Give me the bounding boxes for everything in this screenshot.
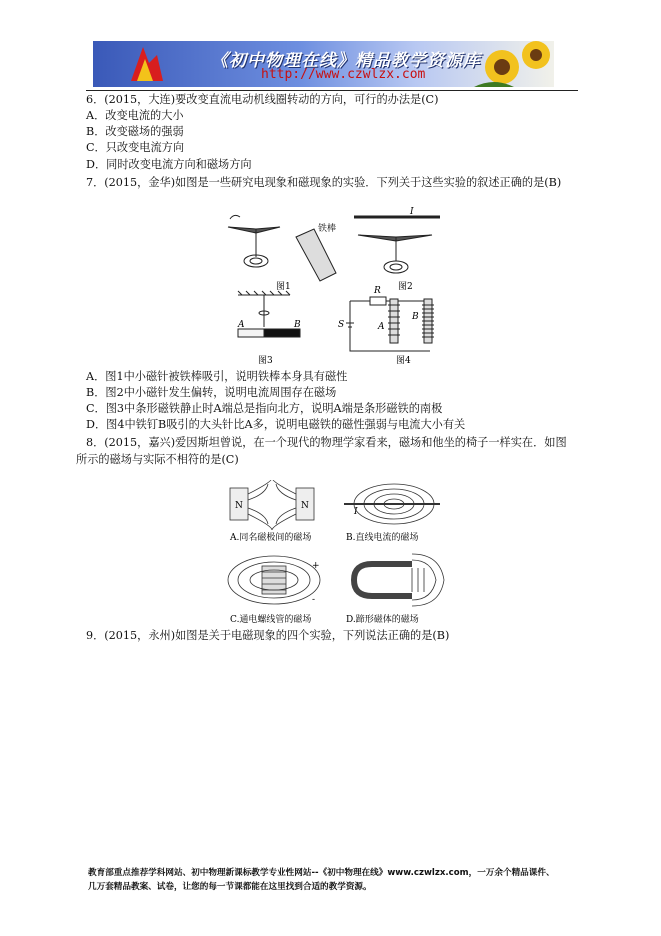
fig3-caption: 图3 (258, 356, 273, 366)
q6-option-b: B．改变磁场的强弱 (86, 125, 184, 138)
q7-option-a: A．图1中小磁针被铁棒吸引，说明铁棒本身具有磁性 (86, 370, 348, 383)
q7-figure (218, 205, 448, 367)
banner-url[interactable]: http://www.czwlzx.com (261, 67, 426, 82)
capC: C.通电螺线管的磁场 (230, 615, 312, 625)
magnet-end-b: B (294, 320, 301, 330)
fig1-caption: 图1 (276, 282, 291, 292)
nail-a-label: A (378, 322, 385, 332)
q7-option-b: B．图2中小磁针发生偏转，说明电流周围存在磁场 (86, 386, 337, 399)
q7-option-d: D．图4中铁钉B吸引的大头针比A多，说明电磁铁的磁性强弱与电流大小有关 (86, 418, 466, 431)
footer-line2: 几万套精品教案、试卷，让您的每一节课都能在这里找到合适的教学资源。 (88, 882, 372, 892)
resistor-label: R (374, 286, 381, 296)
q6-stem: 6．(2015，大连)要改变直流电动机线圈转动的方向，可行的办法是(C) (86, 93, 439, 106)
pole-n-left: N (235, 501, 243, 511)
q7-option-c: C．图3中条形磁铁静止时A端总是指向北方，说明A端是条形磁铁的南极 (86, 402, 443, 415)
header-banner (93, 41, 554, 87)
fig2-caption: 图2 (398, 282, 413, 292)
magnet-end-a: A (238, 320, 245, 330)
fig4-caption: 图4 (396, 356, 411, 366)
site-logo (123, 41, 169, 87)
header-rule (86, 90, 578, 91)
capB: B.直线电流的磁场 (346, 533, 419, 543)
q6-option-d: D．同时改变电流方向和磁场方向 (86, 158, 252, 171)
solenoid-plus: + (312, 561, 320, 571)
switch-label: S (338, 320, 345, 330)
q8-figure (226, 480, 448, 628)
banner-title: 《初中物理在线》精品教学资源库 (211, 51, 481, 71)
pole-n-right: N (301, 501, 309, 511)
q6-option-c: C．只改变电流方向 (86, 141, 185, 154)
iron-rod-label: 铁棒 (318, 224, 337, 234)
capD: D.蹄形磁体的磁场 (346, 615, 419, 625)
q8-stem-line2: 所示的磁场与实际不相符的是(C) (76, 453, 239, 466)
sunflower-image (474, 41, 554, 87)
nail-b-label: B (412, 312, 419, 322)
q8-stem-line1: 8．(2015，嘉兴)爱因斯坦曾说，在一个现代的物理学家看来，磁场和他坐的椅子一样实在．如图 (86, 436, 567, 449)
wire-current-label: I (354, 507, 358, 517)
q7-stem: 7．(2015，金华)如图是一些研究电现象和磁现象的实验．下列关于这些实验的叙述正确的是(B) (86, 176, 562, 189)
q6-option-a: A．改变电流的大小 (86, 109, 184, 122)
capA: A.同名磁极间的磁场 (230, 533, 312, 543)
footer-line1: 教育部重点推荐学科网站、初中物理新课标教学专业性网站--《初中物理在线》www.czwlzx.com，一万余个精品课件、 (88, 868, 555, 878)
q9-stem: 9．(2015，永州)如图是关于电磁现象的四个实验，下列说法正确的是(B) (86, 629, 450, 642)
current-label: I (410, 207, 414, 217)
solenoid-minus: - (312, 595, 316, 605)
